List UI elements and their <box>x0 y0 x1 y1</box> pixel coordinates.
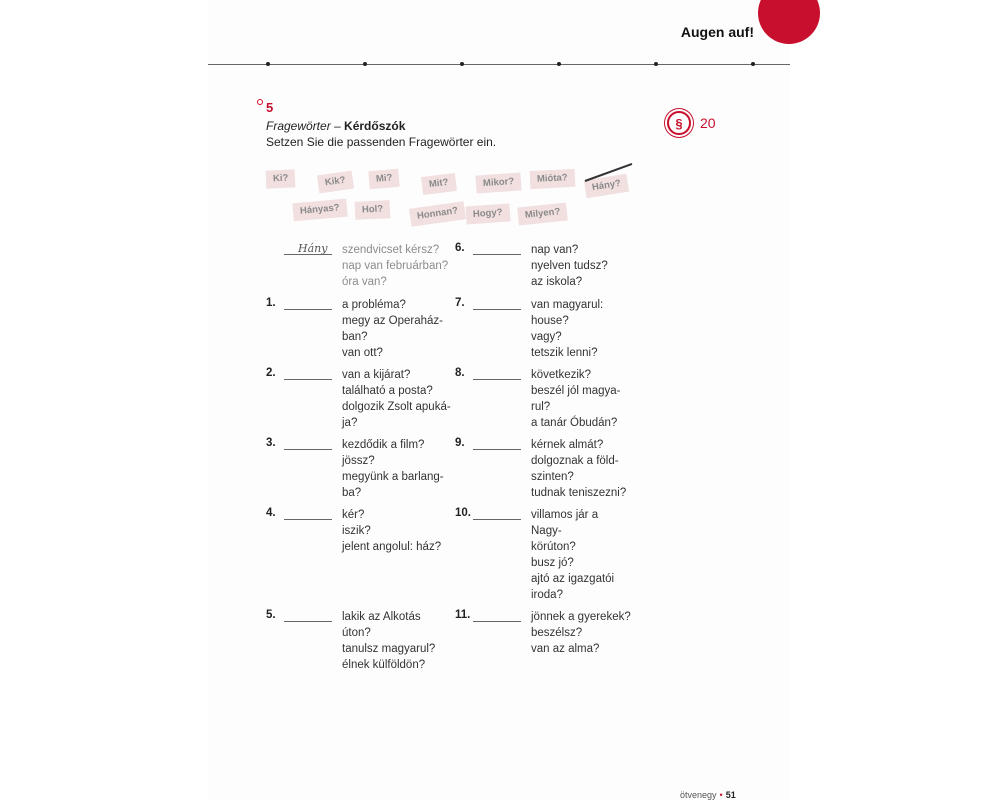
item-number: 5. <box>266 609 276 621</box>
item-prompts <box>531 507 614 603</box>
exercise-title-hungarian: Kérdőszók <box>344 119 406 133</box>
prompt-line: kezdődik a film? <box>342 439 425 451</box>
prompt-line: vagy? <box>531 331 562 343</box>
answer-blank[interactable] <box>284 621 332 622</box>
chapter-title: Augen auf! <box>680 24 754 40</box>
item-number: 2. <box>266 367 276 379</box>
exercise-number: 5 <box>266 100 274 115</box>
word-chip: Hányas? <box>292 199 347 222</box>
prompt-line: dolgoznak a föld- <box>531 455 619 467</box>
prompt-line: kérnek almát? <box>531 439 604 451</box>
item-prompts <box>342 609 435 673</box>
prompt-line: ajtó az igazgatói <box>531 573 615 585</box>
answer-blank[interactable] <box>284 379 332 380</box>
prompt-line: az iskola? <box>531 276 583 288</box>
prompt-line: busz jó? <box>531 557 574 569</box>
item-number: 9. <box>455 437 465 449</box>
exercise-title-dash: – <box>330 119 345 133</box>
answer-blank[interactable] <box>473 309 521 310</box>
prompt-line: tanulsz magyarul? <box>342 643 436 655</box>
prompt-line: található a posta? <box>342 385 433 397</box>
answer-blank[interactable] <box>473 449 521 450</box>
prompt-line: megy az Operaház- <box>342 315 443 327</box>
prompt-line: ja? <box>342 417 358 429</box>
exercise-title <box>266 119 405 133</box>
prompt-line: élnek külföldön? <box>342 659 426 671</box>
prompt-line: jelent angolul: ház? <box>342 541 442 553</box>
word-chip: Hol? <box>355 200 391 220</box>
word-chip: Mikor? <box>475 172 521 193</box>
answer-blank[interactable] <box>473 254 521 255</box>
prompt-line: ba? <box>342 487 362 499</box>
prompt-line: jössz? <box>342 455 375 467</box>
item-prompts <box>342 507 441 555</box>
rule-dot <box>363 62 367 66</box>
grammar-reference <box>667 111 716 135</box>
rule-dot <box>557 62 561 66</box>
item-prompts <box>342 297 443 361</box>
item-number: 11. <box>455 609 471 621</box>
prompt-line: megyünk a barlang- <box>342 471 444 483</box>
prompt-line: rul? <box>531 401 551 413</box>
item-number: 8. <box>455 367 465 379</box>
prompt-line: van az alma? <box>531 643 600 655</box>
answer-blank[interactable] <box>284 309 332 310</box>
item-number: 4. <box>266 507 276 519</box>
answer-blank[interactable] <box>473 379 521 380</box>
prompt-line: van a kijárat? <box>342 369 411 381</box>
item-prompts <box>342 367 451 431</box>
exercise-instruction: Setzen Sie die passenden Fragewörter ein. <box>266 135 497 149</box>
prompt-line: dolgozik Zsolt apuká- <box>342 401 451 413</box>
answer-blank[interactable] <box>473 519 521 520</box>
item-prompts <box>531 437 626 501</box>
prompt-line: beszélsz? <box>531 627 583 639</box>
item-prompts <box>531 242 608 290</box>
rule-dot <box>751 62 755 66</box>
prompt-line: körúton? <box>531 541 576 553</box>
word-chip: Milyen? <box>517 202 568 225</box>
rule-dot <box>654 62 658 66</box>
answer-blank[interactable] <box>473 621 521 622</box>
prompt-line: lakik az Alkotás <box>342 611 421 623</box>
prompt-line: nap van? <box>531 244 579 256</box>
prompt-line: óra van? <box>342 276 387 288</box>
page-number: 51 <box>725 790 736 800</box>
prompt-line: úton? <box>342 627 371 639</box>
exercise-marker-icon <box>257 99 263 105</box>
prompt-line: tetszik lenni? <box>531 347 598 359</box>
item-prompts <box>342 242 448 290</box>
prompt-line: a tanár Óbudán? <box>531 417 618 429</box>
page-footer <box>680 790 736 800</box>
item-number: 10. <box>455 507 471 519</box>
prompt-line: van magyarul: <box>531 299 604 311</box>
answer-blank[interactable] <box>284 449 332 450</box>
prompt-line: következik? <box>531 369 592 381</box>
prompt-line: van ott? <box>342 347 383 359</box>
exercise-title-german: Fragewörter <box>266 119 331 133</box>
word-chip: Mi? <box>368 169 400 190</box>
prompt-line: villamos jár a <box>531 509 599 521</box>
prompt-line: nap van februárban? <box>342 260 449 272</box>
footer-text: ötvenegy <box>680 790 717 800</box>
word-chip: Honnan? <box>409 201 466 227</box>
item-number: 3. <box>266 437 276 449</box>
prompt-line: a probléma? <box>342 299 406 311</box>
grammar-reference-number: 20 <box>700 115 716 131</box>
footer-separator: • <box>719 790 723 800</box>
prompt-line: szendvicset kérsz? <box>342 244 440 256</box>
item-number: 1. <box>266 297 276 309</box>
prompt-line: iszik? <box>342 525 371 537</box>
prompt-line: ban? <box>342 331 368 343</box>
word-chip: Hány? <box>584 174 629 199</box>
answer-blank[interactable] <box>284 519 332 520</box>
item-prompts <box>531 609 631 657</box>
word-chip: Hogy? <box>465 204 510 225</box>
prompt-line: kér? <box>342 509 365 521</box>
word-chip: Ki? <box>266 169 296 189</box>
prompt-line: Nagy- <box>531 525 562 537</box>
handwritten-answer: Hány <box>298 242 328 255</box>
rule-dot <box>460 62 464 66</box>
prompt-line: szinten? <box>531 471 574 483</box>
word-chip: Kik? <box>317 171 354 194</box>
rule-dot <box>266 62 270 66</box>
item-prompts <box>342 437 444 501</box>
word-chip: Mit? <box>421 173 456 195</box>
header-rule <box>208 64 790 65</box>
prompt-line: beszél jól magya- <box>531 385 621 397</box>
prompt-line: tudnak teniszezni? <box>531 487 627 499</box>
item-number: 7. <box>455 297 465 309</box>
word-chip: Mióta? <box>530 169 575 189</box>
item-number: 6. <box>455 242 465 254</box>
prompt-line: iroda? <box>531 589 563 601</box>
prompt-line: house? <box>531 315 569 327</box>
paragraph-icon: § <box>667 111 691 135</box>
item-prompts <box>531 367 620 431</box>
prompt-line: nyelven tudsz? <box>531 260 608 272</box>
prompt-line: jönnek a gyerekek? <box>531 611 631 623</box>
item-prompts <box>531 297 603 361</box>
